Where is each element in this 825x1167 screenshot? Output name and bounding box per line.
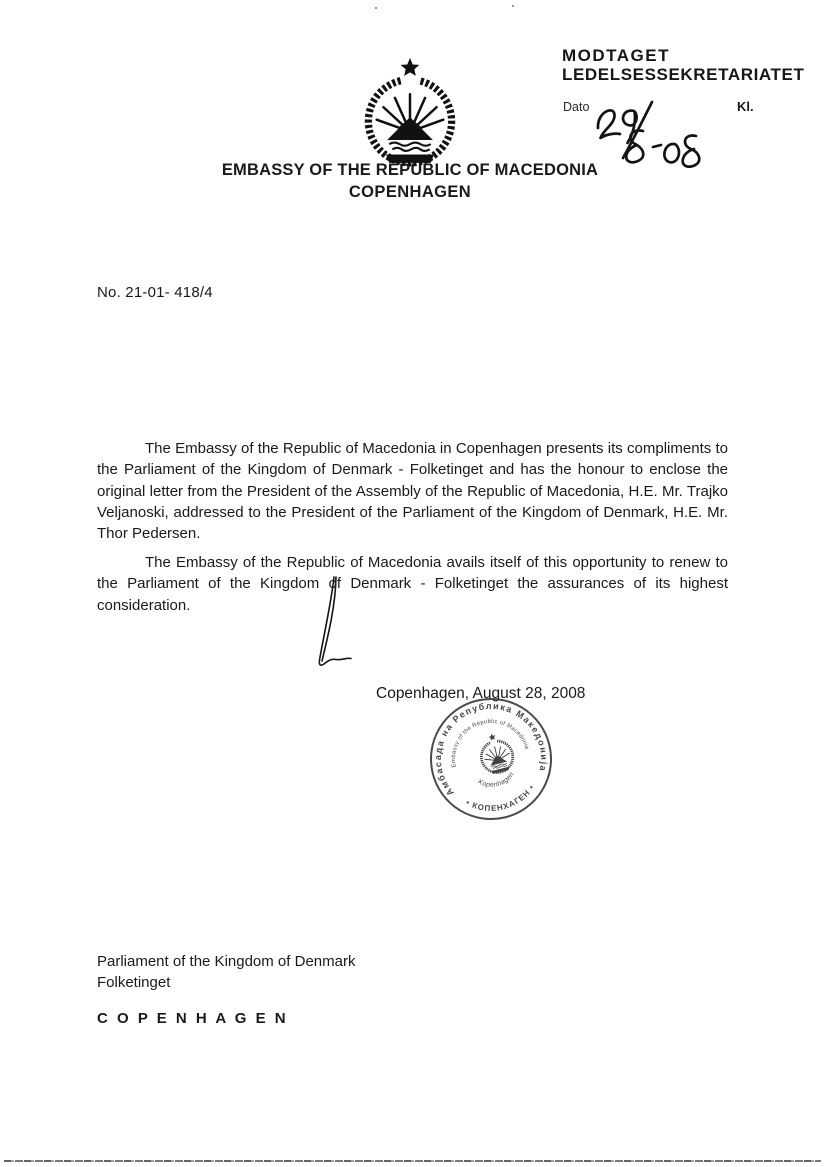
letterhead-city: COPENHAGEN (348, 183, 472, 201)
letterhead-organization: EMBASSY OF THE REPUBLIC OF MACEDONIA (221, 161, 599, 179)
seal-bottom-ring-text: • КОПЕНХАГЕН • (464, 782, 537, 814)
reference-number: No. 21-01- 418/4 (97, 284, 213, 301)
recipient-line1: Parliament of the Kingdom of Denmark (97, 953, 356, 970)
dateline: Copenhagen, August 28, 2008 (376, 685, 586, 702)
receipt-stamp-line1: MODTAGET (562, 46, 671, 65)
embassy-round-seal-icon (424, 697, 559, 824)
time-label: Kl. (737, 99, 754, 114)
receipt-stamp-line2: LEDELSESSEKRETARIATET (562, 65, 805, 84)
scan-artifact-line (4, 1160, 821, 1162)
recipient-city: C O P E N H A G E N (97, 1010, 289, 1027)
seal-coat-of-arms (476, 730, 516, 776)
scan-speck (512, 5, 514, 7)
macedonia-coat-of-arms-icon (358, 56, 462, 172)
receipt-stamp (562, 46, 824, 114)
letterhead (115, 159, 705, 203)
recipient-line2: Folketinget (97, 974, 171, 991)
recipient-address (97, 951, 355, 993)
date-label: Dato (563, 100, 590, 114)
scan-speck (375, 7, 377, 9)
svg-text:• КОПЕНХАГЕН • (463, 781, 541, 820)
seal-inner-ring-text: Embassy of the Republic of Macedonia (450, 718, 530, 768)
seal-center-script-text: Kopenhagen (476, 770, 516, 789)
seal-outer-ring-text: Амбасада на Република Македонија (432, 700, 550, 798)
body-paragraph-1: The Embassy of the Republic of Macedonia in Copenhagen presents its compliments to the Parliament of the Kingdom of Denmark - Folketinget and has the honour to enclose the original letter from the President of the Assembly of the Republic of Macedonia, H.E. Mr. Trajko Veljanoski, addressed to the President of the Parliament of the Kingdom of Denmark, H.E. Mr. Thor Pedersen. (97, 440, 728, 543)
body-paragraph-2: The Embassy of the Republic of Macedonia avails itself of this opportunity to renew to the Parliament of the Kingdom of Denmark - Folketinget the assurances of its highest consideration. (97, 554, 728, 614)
signature-pen-stroke-icon (295, 574, 385, 674)
